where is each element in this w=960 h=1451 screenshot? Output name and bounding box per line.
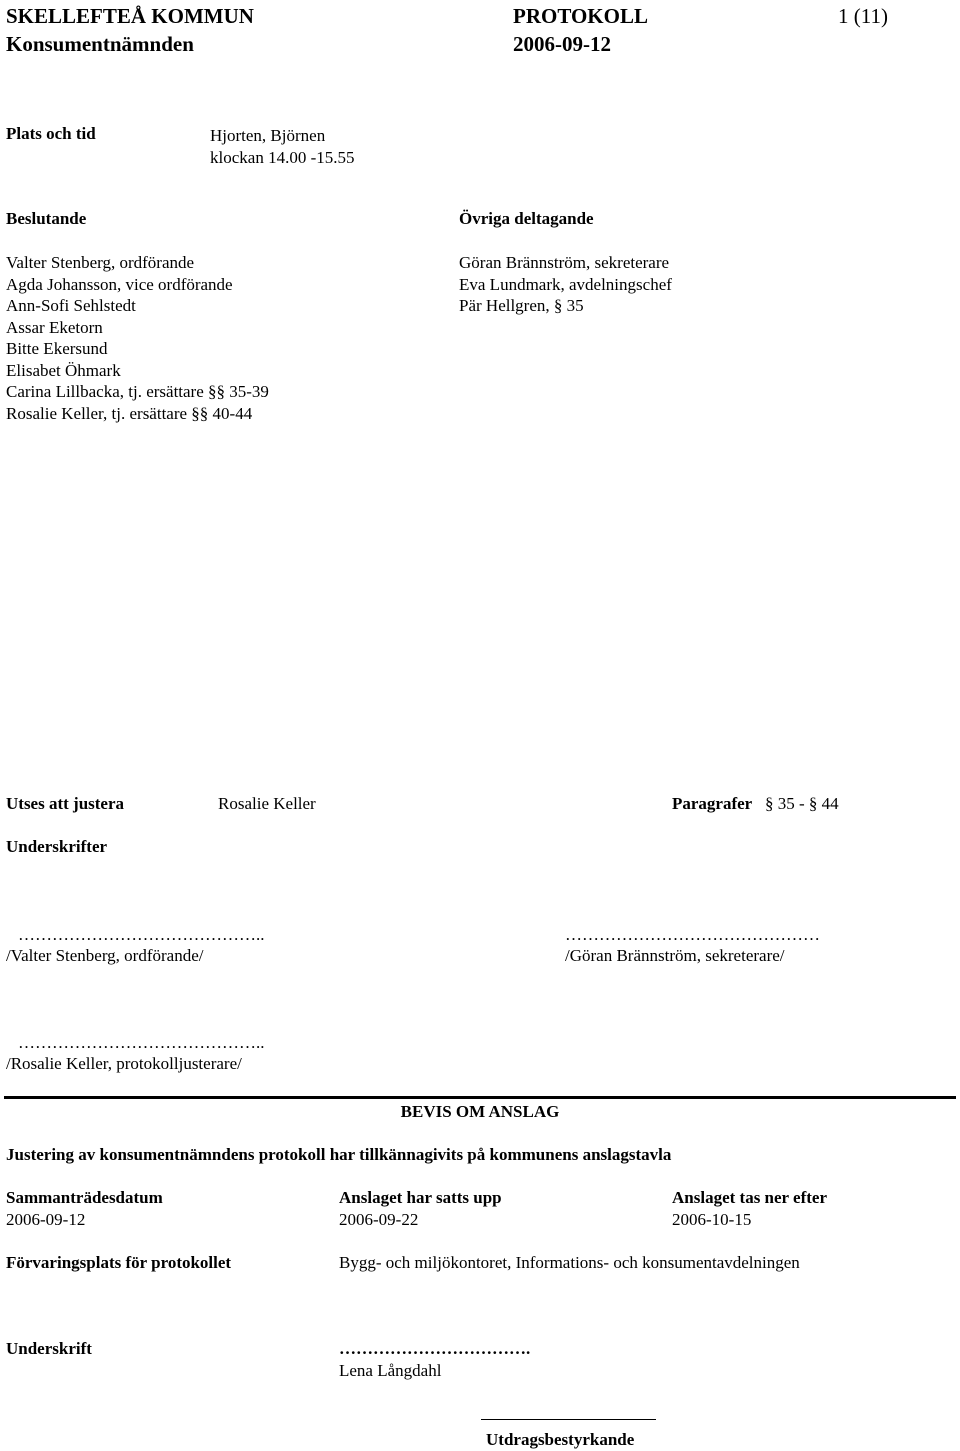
adjuster-name: Rosalie Keller xyxy=(218,794,316,813)
storage-location: Bygg- och miljökontoret, Informations- och konsumentavdelningen xyxy=(339,1253,800,1272)
other-participant: Pär Hellgren, § 35 xyxy=(459,296,584,315)
posted-date: 2006-09-22 xyxy=(339,1210,419,1229)
signatory-name: /Valter Stenberg, ordförande/ xyxy=(6,946,204,965)
footer-rule xyxy=(481,1419,656,1420)
deciding-member: Assar Eketorn xyxy=(6,317,103,337)
meeting-date: 2006-09-12 xyxy=(6,1210,86,1229)
deciding-member: Valter Stenberg, ordförande xyxy=(6,253,195,272)
notice-statement: Justering av konsumentnämndens protokoll har tillkännagivits på kommunens anslagstavla xyxy=(6,1145,672,1164)
other-participant: Göran Brännström, sekreterare xyxy=(459,253,670,272)
notice-title: BEVIS OM ANSLAG xyxy=(400,1102,560,1121)
other-participant: Eva Lundmark, avdelningschef xyxy=(459,274,672,294)
deciding-member: Elisabet Öhmark xyxy=(6,360,121,380)
signature-line: …………………………………….. xyxy=(18,1033,265,1052)
certification-title: Utdragsbestyrkande xyxy=(486,1430,635,1449)
deciding-member: Rosalie Keller, tj. ersättare §§ 40-44 xyxy=(6,403,253,423)
adjuster-label: Utses att justera xyxy=(6,794,125,813)
paragraphs-label: Paragrafer xyxy=(672,794,753,813)
signatory-name: /Göran Brännström, sekreterare/ xyxy=(565,946,785,965)
signature-label: Underskrift xyxy=(6,1339,92,1358)
deciding-label: Beslutande xyxy=(6,209,87,228)
document-type: PROTOKOLL xyxy=(513,4,648,28)
signatory-name: Lena Långdahl xyxy=(339,1361,442,1380)
page-number: 1 (11) xyxy=(838,4,888,28)
section-divider xyxy=(4,1096,956,1099)
signature-line: …………………………………….. xyxy=(18,925,265,944)
deciding-member: Agda Johansson, vice ordförande xyxy=(6,274,233,294)
posted-date-label: Anslaget har satts upp xyxy=(339,1188,502,1207)
meeting-date-label: Sammanträdesdatum xyxy=(6,1188,163,1207)
document-date: 2006-09-12 xyxy=(513,32,611,56)
meeting-time: klockan 14.00 -15.55 xyxy=(210,148,355,167)
signatory-name: /Rosalie Keller, protokolljusterare/ xyxy=(6,1054,242,1073)
signature-line: ……………………………………… xyxy=(565,925,820,944)
municipality-name: SKELLEFTEÅ KOMMUN xyxy=(6,4,254,28)
meeting-place: Hjorten, Björnen xyxy=(210,126,326,145)
removed-date-label: Anslaget tas ner efter xyxy=(672,1188,828,1207)
deciding-member: Bitte Ekersund xyxy=(6,339,108,358)
deciding-member: Ann-Sofi Sehlstedt xyxy=(6,296,136,315)
signatures-label: Underskrifter xyxy=(6,837,108,856)
paragraphs-range: § 35 - § 44 xyxy=(765,794,839,813)
storage-label: Förvaringsplats för protokollet xyxy=(6,1253,232,1272)
removed-date: 2006-10-15 xyxy=(672,1210,752,1229)
deciding-member: Carina Lillbacka, tj. ersättare §§ 35-39 xyxy=(6,382,269,401)
signature-line: ……………………………. xyxy=(339,1339,531,1358)
others-label: Övriga deltagande xyxy=(459,209,594,228)
board-name: Konsumentnämnden xyxy=(6,32,194,56)
place-time-label: Plats och tid xyxy=(6,124,96,143)
